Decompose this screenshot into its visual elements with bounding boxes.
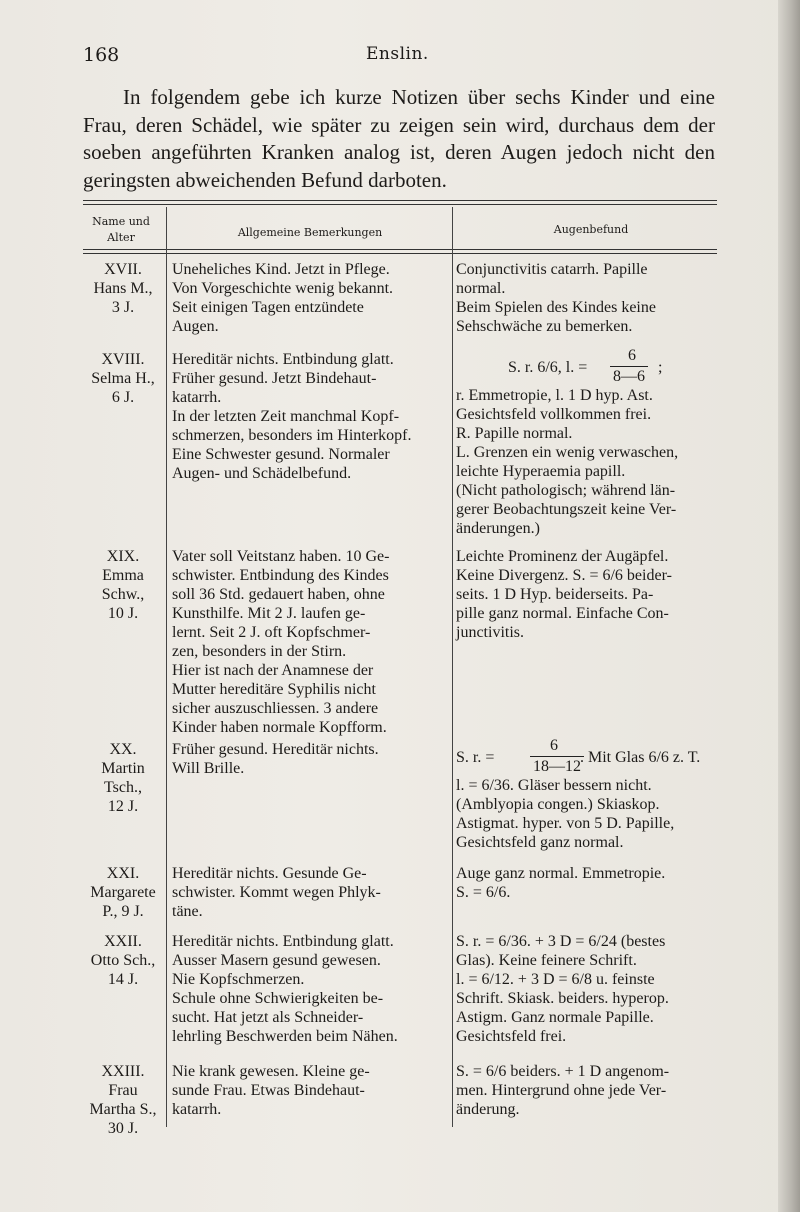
eye-finding-line: gerer Beobachtungszeit keine Ver- [456,501,677,518]
remark-line: Früher gesund. Jetzt Bindehaut- [172,370,377,387]
general-remarks-cell [172,260,448,336]
general-remarks-cell [172,932,448,1046]
eye-finding-line: seits. 1 D Hyp. beiderseits. Pa- [456,586,654,603]
page-edge-shadow [778,0,800,1212]
remark-line: lehrling Beschwerden beim Nähen. [172,1028,398,1045]
formula-suffix: . Mit Glas 6/6 z. T. [580,749,701,766]
remark-line: Hier ist nach der Anamnese der [172,662,374,679]
eye-finding-line: (Nicht pathologisch; während län- [456,482,676,499]
remark-line: Nie krank gewesen. Kleine ge- [172,1063,370,1080]
eye-finding-line: l. = 6/12. + 3 D = 6/8 u. feinste [456,971,655,988]
patient-name-line: Otto Sch., [90,952,156,969]
eye-findings-cell [456,260,726,336]
remark-line: Will Brille. [172,760,245,777]
remark-line: Hereditär nichts. Entbindung glatt. [172,351,394,368]
running-head: Enslin. [366,44,429,64]
eye-finding-line: Conjunctivitis catarrh. Papille [456,261,648,278]
patient-name-line: Selma H., [91,370,155,387]
patient-name-line: 14 J. [107,971,139,988]
table-header-rule [83,249,717,250]
patient-name-line: XXI. [106,865,140,882]
remark-line: Vater soll Veitstanz haben. 10 Ge- [172,548,390,565]
remark-line: täne. [172,903,203,920]
eye-finding-line: r. Emmetropie, l. 1 D hyp. Ast. [456,387,653,404]
formula-numerator: 6 [550,737,558,754]
remark-line: Mutter hereditäre Syphilis nicht [172,681,376,698]
patient-name-line: XXIII. [101,1063,145,1080]
patient-name-line: 6 J. [111,389,135,406]
remark-line: soll 36 Std. gedauert haben, ohne [172,586,385,603]
formula-prefix: S. r. 6/6, l. = [508,359,588,376]
page-number: 168 [83,44,120,66]
eye-finding-line: Gesichtsfeld vollkommen frei. [456,406,652,423]
remark-line: Ausser Masern gesund gewesen. [172,952,381,969]
patient-name-line: Hans M., [93,280,153,297]
formula-numerator: 6 [628,347,636,364]
intro-text: In folgendem gebe ich kurze Notizen über sechs Kinder und eine Frau, deren Schädel, wie später zu zeigen sein wird, durchaus dem der soeben angeführten Kranken analog ist, deren Augen jedoch nicht den geringsten abweichenden Befund darboten. [83,85,715,192]
patient-name-line: XXII. [104,933,142,950]
eye-finding-line: S. = 6/6. [456,884,511,901]
eye-finding-line: leichte Hyperaemia papill. [456,463,626,480]
remark-line: schwister. Kommt wegen Phlyk- [172,884,381,901]
patient-name-line: Martha S., [89,1101,157,1118]
intro-paragraph [83,84,715,194]
eye-finding-line: Sehschwäche zu bemerken. [456,318,633,335]
patient-name-line: XVII. [104,261,142,278]
table-top-rule [83,200,717,201]
patient-name-cell [83,932,163,989]
patient-name-line: Schw., [101,586,145,603]
eye-findings-cell [456,737,726,852]
eye-findings-cell [456,1062,726,1119]
patient-name-cell [83,864,163,921]
patient-name-cell [83,350,163,407]
eye-finding-line: normal. [456,280,506,297]
header-general-remarks: Allgemeine Bemerkungen [237,226,383,239]
formula-prefix: S. r. = [456,749,495,766]
eye-findings-cell [456,864,726,902]
acuity-formula [456,347,726,386]
formula-suffix: ; [658,359,663,376]
patient-name-line: 30 J. [107,1120,139,1137]
remark-line: sicher auszuschliessen. 3 andere [172,700,379,717]
patient-name-line: Margarete [90,884,156,901]
eye-finding-line: Gesichtsfeld ganz normal. [456,834,624,851]
patient-name-line: 12 J. [107,798,139,815]
column-divider-1 [166,207,167,1127]
eye-findings-cell [456,547,726,642]
general-remarks-cell [172,350,448,483]
eye-finding-line: Astigmat. hyper. von 5 D. Papille, [456,815,675,832]
remark-line: Schule ohne Schwierigkeiten be- [172,990,384,1007]
eye-finding-line: S. r. = 6/36. + 3 D = 6/24 (bestes [456,933,666,950]
remark-line: Kunsthilfe. Mit 2 J. laufen ge- [172,605,366,622]
eye-finding-line: Gesichtsfeld frei. [456,1028,567,1045]
eye-finding-line: Keine Divergenz. S. = 6/6 beider- [456,567,672,584]
patient-name-line: P., 9 J. [102,903,144,920]
patient-name-cell [83,1062,163,1138]
patient-name-line: XVIII. [101,351,145,368]
remark-line: In der letzten Zeit manchmal Kopf- [172,408,400,425]
eye-finding-line: Astigm. Ganz normale Papille. [456,1009,654,1026]
eye-finding-line: Glas). Keine feinere Schrift. [456,952,637,969]
eye-finding-line: R. Papille normal. [456,425,573,442]
table-top-rule-2 [83,204,717,205]
eye-finding-line: Schrift. Skiask. beiders. hyperop. [456,990,669,1007]
remark-line: katarrh. [172,1101,222,1118]
patient-name-line: Tsch., [104,779,142,796]
formula-denominator: 18—12 [530,756,584,776]
patient-name-cell [83,740,163,816]
remark-line: Augen. [172,318,219,335]
header-eye-findings: Augenbefund [553,223,629,236]
eye-finding-line: l. = 6/36. Gläser bessern nicht. [456,777,652,794]
eye-finding-line: pille ganz normal. Einfache Con- [456,605,669,622]
header-name-age: Name und Alter [92,215,150,244]
eye-finding-line: Leichte Prominenz der Augäpfel. [456,548,669,565]
remark-line: Nie Kopfschmerzen. [172,971,305,988]
eye-findings-cell [456,347,726,538]
eye-findings-cell [456,932,726,1046]
eye-finding-line: (Amblyopia congen.) Skiaskop. [456,796,660,813]
patient-name-line: Emma [102,567,144,584]
remark-line: Hereditär nichts. Entbindung glatt. [172,933,394,950]
general-remarks-cell [172,547,448,737]
eye-finding-line: änderungen.) [456,520,540,537]
patient-name-line: Martin [101,760,145,777]
remark-line: lernt. Seit 2 J. oft Kopfschmer- [172,624,371,641]
patient-name-cell [83,260,163,317]
eye-finding-line: Beim Spielen des Kindes keine [456,299,656,316]
remark-line: schmerzen, besonders im Hinterkopf. [172,427,412,444]
table-header-rule-2 [83,253,717,254]
remark-line: sucht. Hat jetzt als Schneider- [172,1009,364,1026]
patient-name-line: 3 J. [111,299,135,316]
eye-finding-line: Auge ganz normal. Emmetropie. [456,865,666,882]
eye-finding-line: änderung. [456,1101,520,1118]
remark-line: Eine Schwester gesund. Normaler [172,446,390,463]
remark-line: schwister. Entbindung des Kindes [172,567,389,584]
patient-name-line: 10 J. [107,605,139,622]
remark-line: Früher gesund. Hereditär nichts. [172,741,379,758]
patient-name-line: XX. [109,741,137,758]
remark-line: Uneheliches Kind. Jetzt in Pflege. [172,261,390,278]
formula-denominator: 8—6 [610,366,648,386]
remark-line: Hereditär nichts. Gesunde Ge- [172,865,367,882]
general-remarks-cell [172,1062,448,1119]
eye-finding-line: S. = 6/6 beiders. + 1 D angenom- [456,1063,670,1080]
patient-name-cell [83,547,163,623]
remark-line: Seit einigen Tagen entzündete [172,299,364,316]
remark-line: Kinder haben normale Kopfform. [172,719,387,736]
column-divider-2 [452,207,453,1127]
eye-finding-line: men. Hintergrund ohne jede Ver- [456,1082,667,1099]
remark-line: katarrh. [172,389,222,406]
general-remarks-cell [172,740,448,778]
remark-line: Von Vorgeschichte wenig bekannt. [172,280,394,297]
remark-line: sunde Frau. Etwas Bindehaut- [172,1082,365,1099]
acuity-formula [456,737,726,776]
patient-name-line: Frau [108,1082,138,1099]
patient-name-line: XIX. [106,548,140,565]
eye-finding-line: junctivitis. [456,624,524,641]
general-remarks-cell [172,864,448,921]
remark-line: zen, besonders in der Stirn. [172,643,347,660]
eye-finding-line: L. Grenzen ein wenig verwaschen, [456,444,679,461]
remark-line: Augen- und Schädelbefund. [172,465,352,482]
